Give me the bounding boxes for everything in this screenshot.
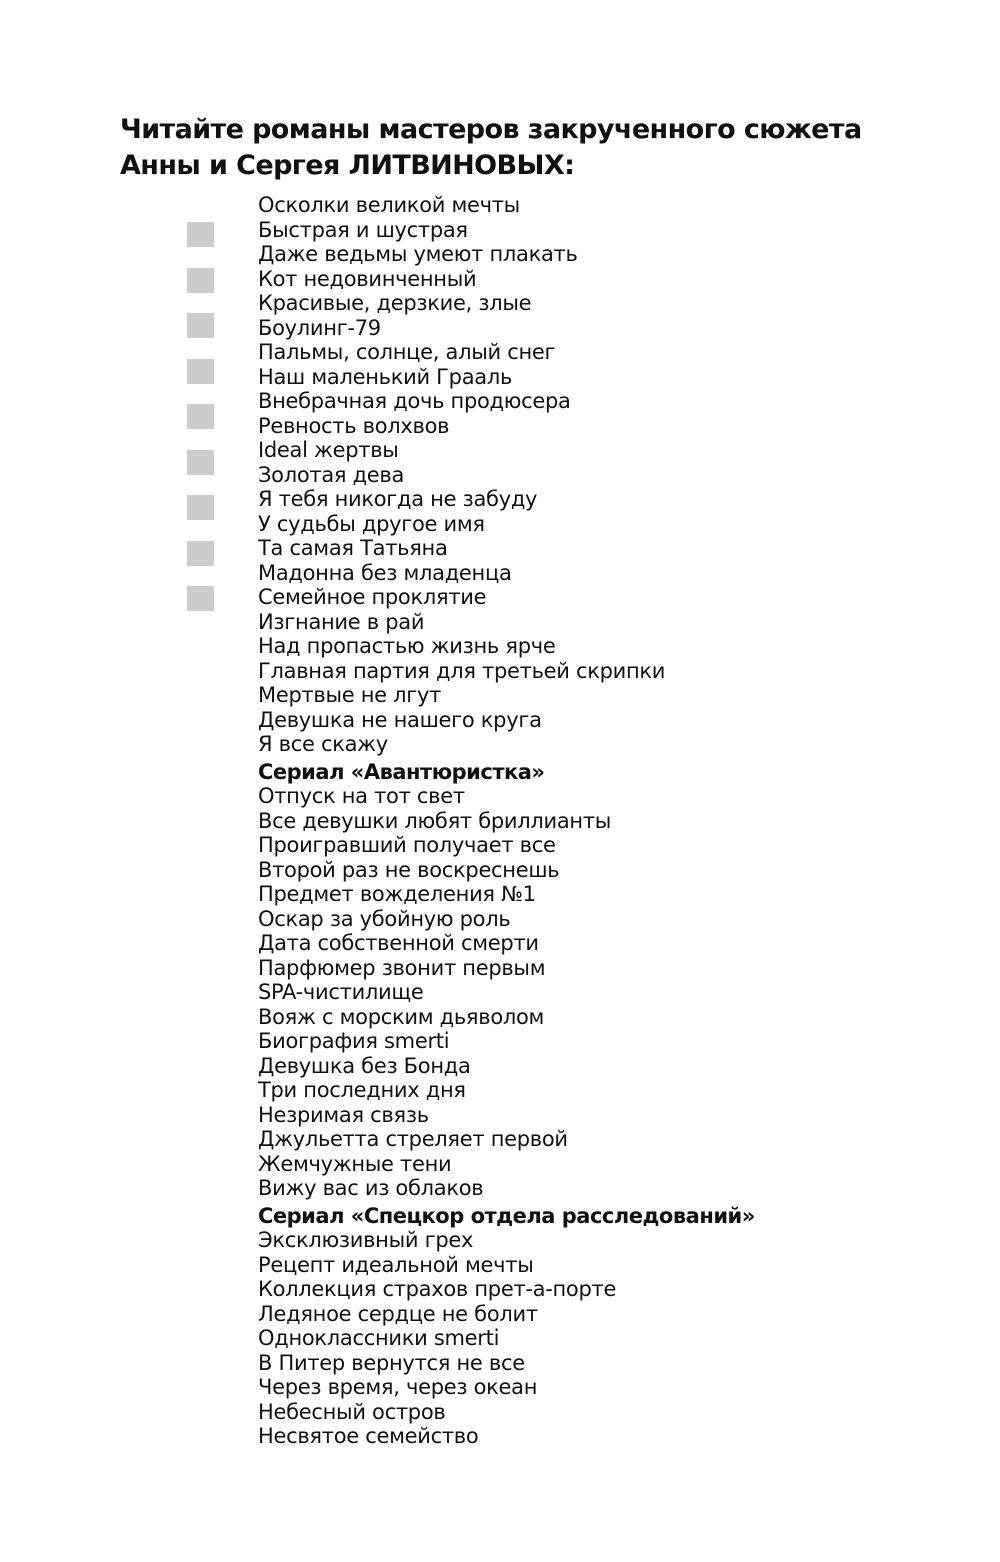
book-title: Изгнание в рай: [258, 609, 425, 634]
book-list: [258, 193, 755, 1449]
book-title: Небесный остров: [258, 1399, 446, 1424]
book-title: Незримая связь: [258, 1102, 429, 1127]
checkbox-square: [187, 495, 214, 520]
book-title: Одноклассники smerti: [258, 1326, 500, 1350]
book-title: Дата собственной смерти: [258, 931, 539, 955]
book-title: Кот недовинченный: [258, 266, 477, 291]
book-title: В Питер вернутся не все: [258, 1350, 525, 1375]
book-title: Вояж с морским дьяволом: [258, 1004, 545, 1029]
book-title: Отпуск на тот свет: [258, 784, 465, 808]
book-title: Парфюмер звонит первым: [258, 955, 546, 980]
book-title: Три последних дня: [258, 1078, 466, 1102]
book-title: Главная партия для третьей скрипки: [258, 658, 666, 683]
book-title: Второй раз не воскреснешь: [258, 857, 560, 882]
checkbox-square: [187, 359, 214, 384]
checkbox-square: [187, 586, 214, 611]
book-title: Быстрая и шустрая: [258, 217, 468, 242]
book-title: Джульетта стреляет первой: [258, 1127, 568, 1151]
book-title: Красивые, дерзкие, злые: [258, 291, 532, 315]
book-title: Мадонна без младенца: [258, 560, 512, 585]
book-title: Я тебя никогда не забуду: [258, 487, 538, 511]
book-title: Девушка без Бонда: [258, 1053, 471, 1078]
book-title: Боулинг-79: [258, 315, 381, 340]
book-title: Несвятое семейство: [258, 1424, 479, 1448]
book-title: Все девушки любят бриллианты: [258, 808, 612, 833]
book-title: Оскар за убойную роль: [258, 906, 511, 931]
book-title: Девушка не нашего круга: [258, 707, 542, 732]
book-title: Ледяное сердце не болит: [258, 1301, 538, 1326]
book-title: Мертвые не лгут: [258, 683, 442, 707]
series-heading-adventuress: Сериал «Авантюристка»: [258, 759, 545, 784]
checkbox-square: [187, 268, 214, 293]
book-title: Даже ведьмы умеют плакать: [258, 242, 578, 266]
book-title: Вижу вас из облаков: [258, 1176, 484, 1200]
book-title: Осколки великой мечты: [258, 193, 520, 217]
checkbox-square: [187, 450, 214, 475]
series-heading-special-correspondent: Сериал «Спецкор отдела расследований»: [258, 1203, 755, 1228]
heading-line-1: Читайте романы мастеров закрученного сюжета: [120, 114, 862, 145]
book-title: SPA-чистилище: [258, 980, 424, 1004]
book-title: Биография smerti: [258, 1029, 450, 1053]
book-title: Предмет вожделения №1: [258, 882, 536, 906]
book-title: Над пропастью жизнь ярче: [258, 634, 556, 658]
book-title: Через время, через океан: [258, 1375, 538, 1399]
book-title: Семейное проклятие: [258, 585, 487, 609]
book-title: Проигравший получает все: [258, 833, 556, 857]
checkbox-square: [187, 541, 214, 566]
checkbox-square: [187, 404, 214, 429]
book-title: Пальмы, солнце, алый снег: [258, 340, 556, 364]
book-title: Эксклюзивный грех: [258, 1228, 474, 1252]
book-title: Ideal жертвы: [258, 438, 399, 462]
book-title: Рецепт идеальной мечты: [258, 1252, 534, 1277]
page-heading: [120, 112, 862, 184]
book-title: Та самая Татьяна: [258, 536, 448, 560]
book-title: Я все скажу: [258, 732, 388, 756]
book-title: Ревность волхвов: [258, 413, 450, 438]
heading-line-2: Анны и Сергея ЛИТВИНОВЫХ:: [120, 150, 575, 181]
checkbox-square: [187, 222, 214, 247]
book-title: Золотая дева: [258, 462, 405, 487]
book-title: Коллекция страхов прет-а-порте: [258, 1277, 617, 1301]
book-title: Жемчужные тени: [258, 1151, 452, 1176]
book-title: У судьбы другое имя: [258, 511, 485, 536]
book-title: Внебрачная дочь продюсера: [258, 389, 571, 413]
book-title: Наш маленький Грааль: [258, 364, 513, 389]
checkbox-square: [187, 313, 214, 338]
